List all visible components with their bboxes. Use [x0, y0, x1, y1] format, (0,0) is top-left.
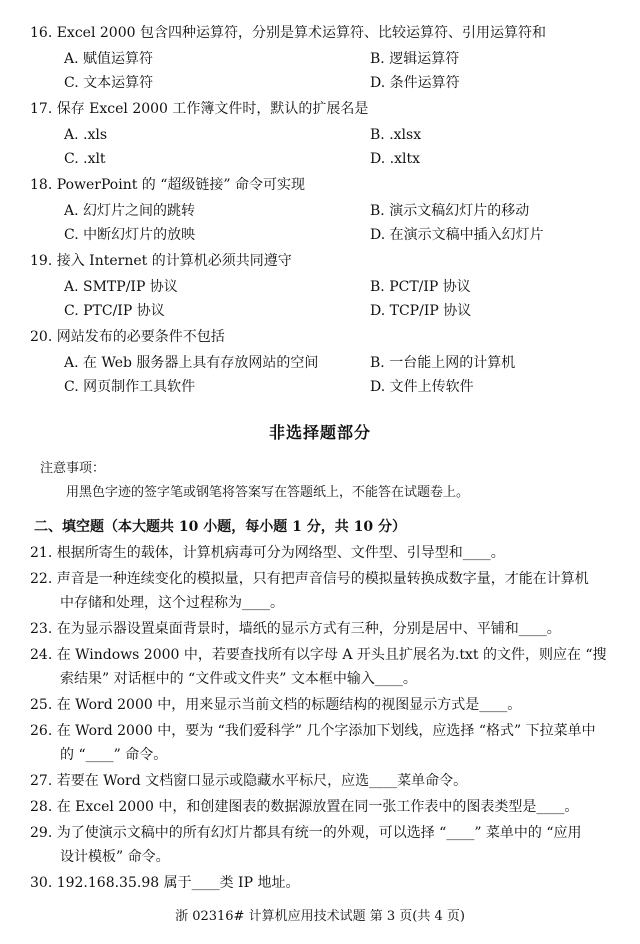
question-17-option-b: B. .xlsx: [370, 127, 422, 143]
question-20-option-a: A. 在 Web 服务器上具有存放网站的空间: [64, 355, 319, 371]
fill-question-24: 24. 在 Windows 2000 中，若要查找所有以字母 A 开头且扩展名为.txt 的文件，则应在 “搜: [30, 647, 607, 663]
question-16-option-b: B. 逻辑运算符: [370, 51, 460, 67]
question-16-text: 16. Excel 2000 包含四种运算符，分别是算术运算符、比较运算符、引用运算符和: [30, 25, 546, 41]
question-19-option-d: D. TCP/IP 协议: [370, 303, 472, 319]
question-20-option-b: B. 一台能上网的计算机: [370, 355, 516, 371]
question-19-option-b: B. PCT/IP 协议: [370, 279, 471, 295]
fill-question-21: 21. 根据所寄生的载体，计算机病毒可分为网络型、文件型、引导型和____。: [30, 545, 505, 561]
fill-question-27: 27. 若要在 Word 文档窗口显示或隐藏水平标尺，应选____菜单命令。: [30, 773, 468, 789]
fill-question-22: 22. 声音是一种连续变化的模拟量，只有把声音信号的模拟量转换成数字量，才能在计算机: [30, 571, 589, 587]
page-footer: 浙 02316# 计算机应用技术试题 第 3 页(共 4 页): [175, 909, 465, 924]
notice-text: 用黑色字迹的签字笔或钢笔将答案写在答题纸上，不能答在试题卷上。: [66, 485, 470, 500]
question-18-option-c: C. 中断幻灯片的放映: [64, 227, 196, 243]
fill-question-23: 23. 在为显示器设置桌面背景时，墙纸的显示方式有三种，分别是居中、平铺和____。: [30, 621, 561, 637]
question-17-text: 17. 保存 Excel 2000 工作簿文件时，默认的扩展名是: [30, 101, 369, 117]
question-17-option-d: D. .xltx: [370, 151, 420, 167]
fill-question-30: 30. 192.168.35.98 属于____类 IP 地址。: [30, 875, 300, 891]
fill-question-29: 29. 为了使演示文稿中的所有幻灯片都具有统一的外观，可以选择 “____” 菜单中的 “应用: [30, 825, 582, 841]
question-18-option-a: A. 幻灯片之间的跳转: [64, 203, 196, 219]
fill-section-title: 二、填空题（本大题共 10 小题，每小题 1 分，共 10 分）: [34, 519, 406, 535]
question-19-option-c: C. PTC/IP 协议: [64, 303, 165, 319]
question-18-option-b: B. 演示文稿幻灯片的移动: [370, 203, 530, 219]
fill-question-26-continued: 的 “____” 命令。: [60, 747, 168, 763]
fill-question-24-continued: 索结果” 对话框中的 “文件或文件夹” 文本框中输入____。: [60, 671, 417, 687]
question-20-text: 20. 网站发布的必要条件不包括: [30, 329, 225, 345]
question-18-option-d: D. 在演示文稿中插入幻灯片: [370, 227, 544, 243]
question-20-option-d: D. 文件上传软件: [370, 379, 474, 395]
question-17-option-c: C. .xlt: [64, 151, 106, 167]
question-19-option-a: A. SMTP/IP 协议: [64, 279, 178, 295]
question-19-text: 19. 接入 Internet 的计算机必须共同遵守: [30, 253, 292, 269]
fill-question-26: 26. 在 Word 2000 中，要为 “我们爱科学” 几个字添加下划线，应选择 “格式” 下拉菜单中: [30, 723, 596, 739]
question-16-option-c: C. 文本运算符: [64, 75, 154, 91]
question-16-option-d: D. 条件运算符: [370, 75, 460, 91]
fill-question-22-continued: 中存储和处理，这个过程称为____。: [60, 595, 284, 611]
question-16-option-a: A. 赋值运算符: [64, 51, 154, 67]
question-20-option-c: C. 网页制作工具软件: [64, 379, 196, 395]
notice-title: 注意事项：: [40, 461, 106, 476]
question-17-option-a: A. .xls: [64, 127, 108, 143]
section-title: 非选择题部分: [268, 423, 371, 442]
fill-question-25: 25. 在 Word 2000 中，用来显示当前文档的标题结构的视图显示方式是____。: [30, 697, 522, 713]
fill-question-29-continued: 设计模板” 命令。: [60, 849, 170, 865]
question-18-text: 18. PowerPoint 的 “超级链接” 命令可实现: [30, 177, 306, 193]
fill-question-28: 28. 在 Excel 2000 中，和创建图表的数据源放置在同一张工作表中的图表类型是____。: [30, 799, 579, 815]
